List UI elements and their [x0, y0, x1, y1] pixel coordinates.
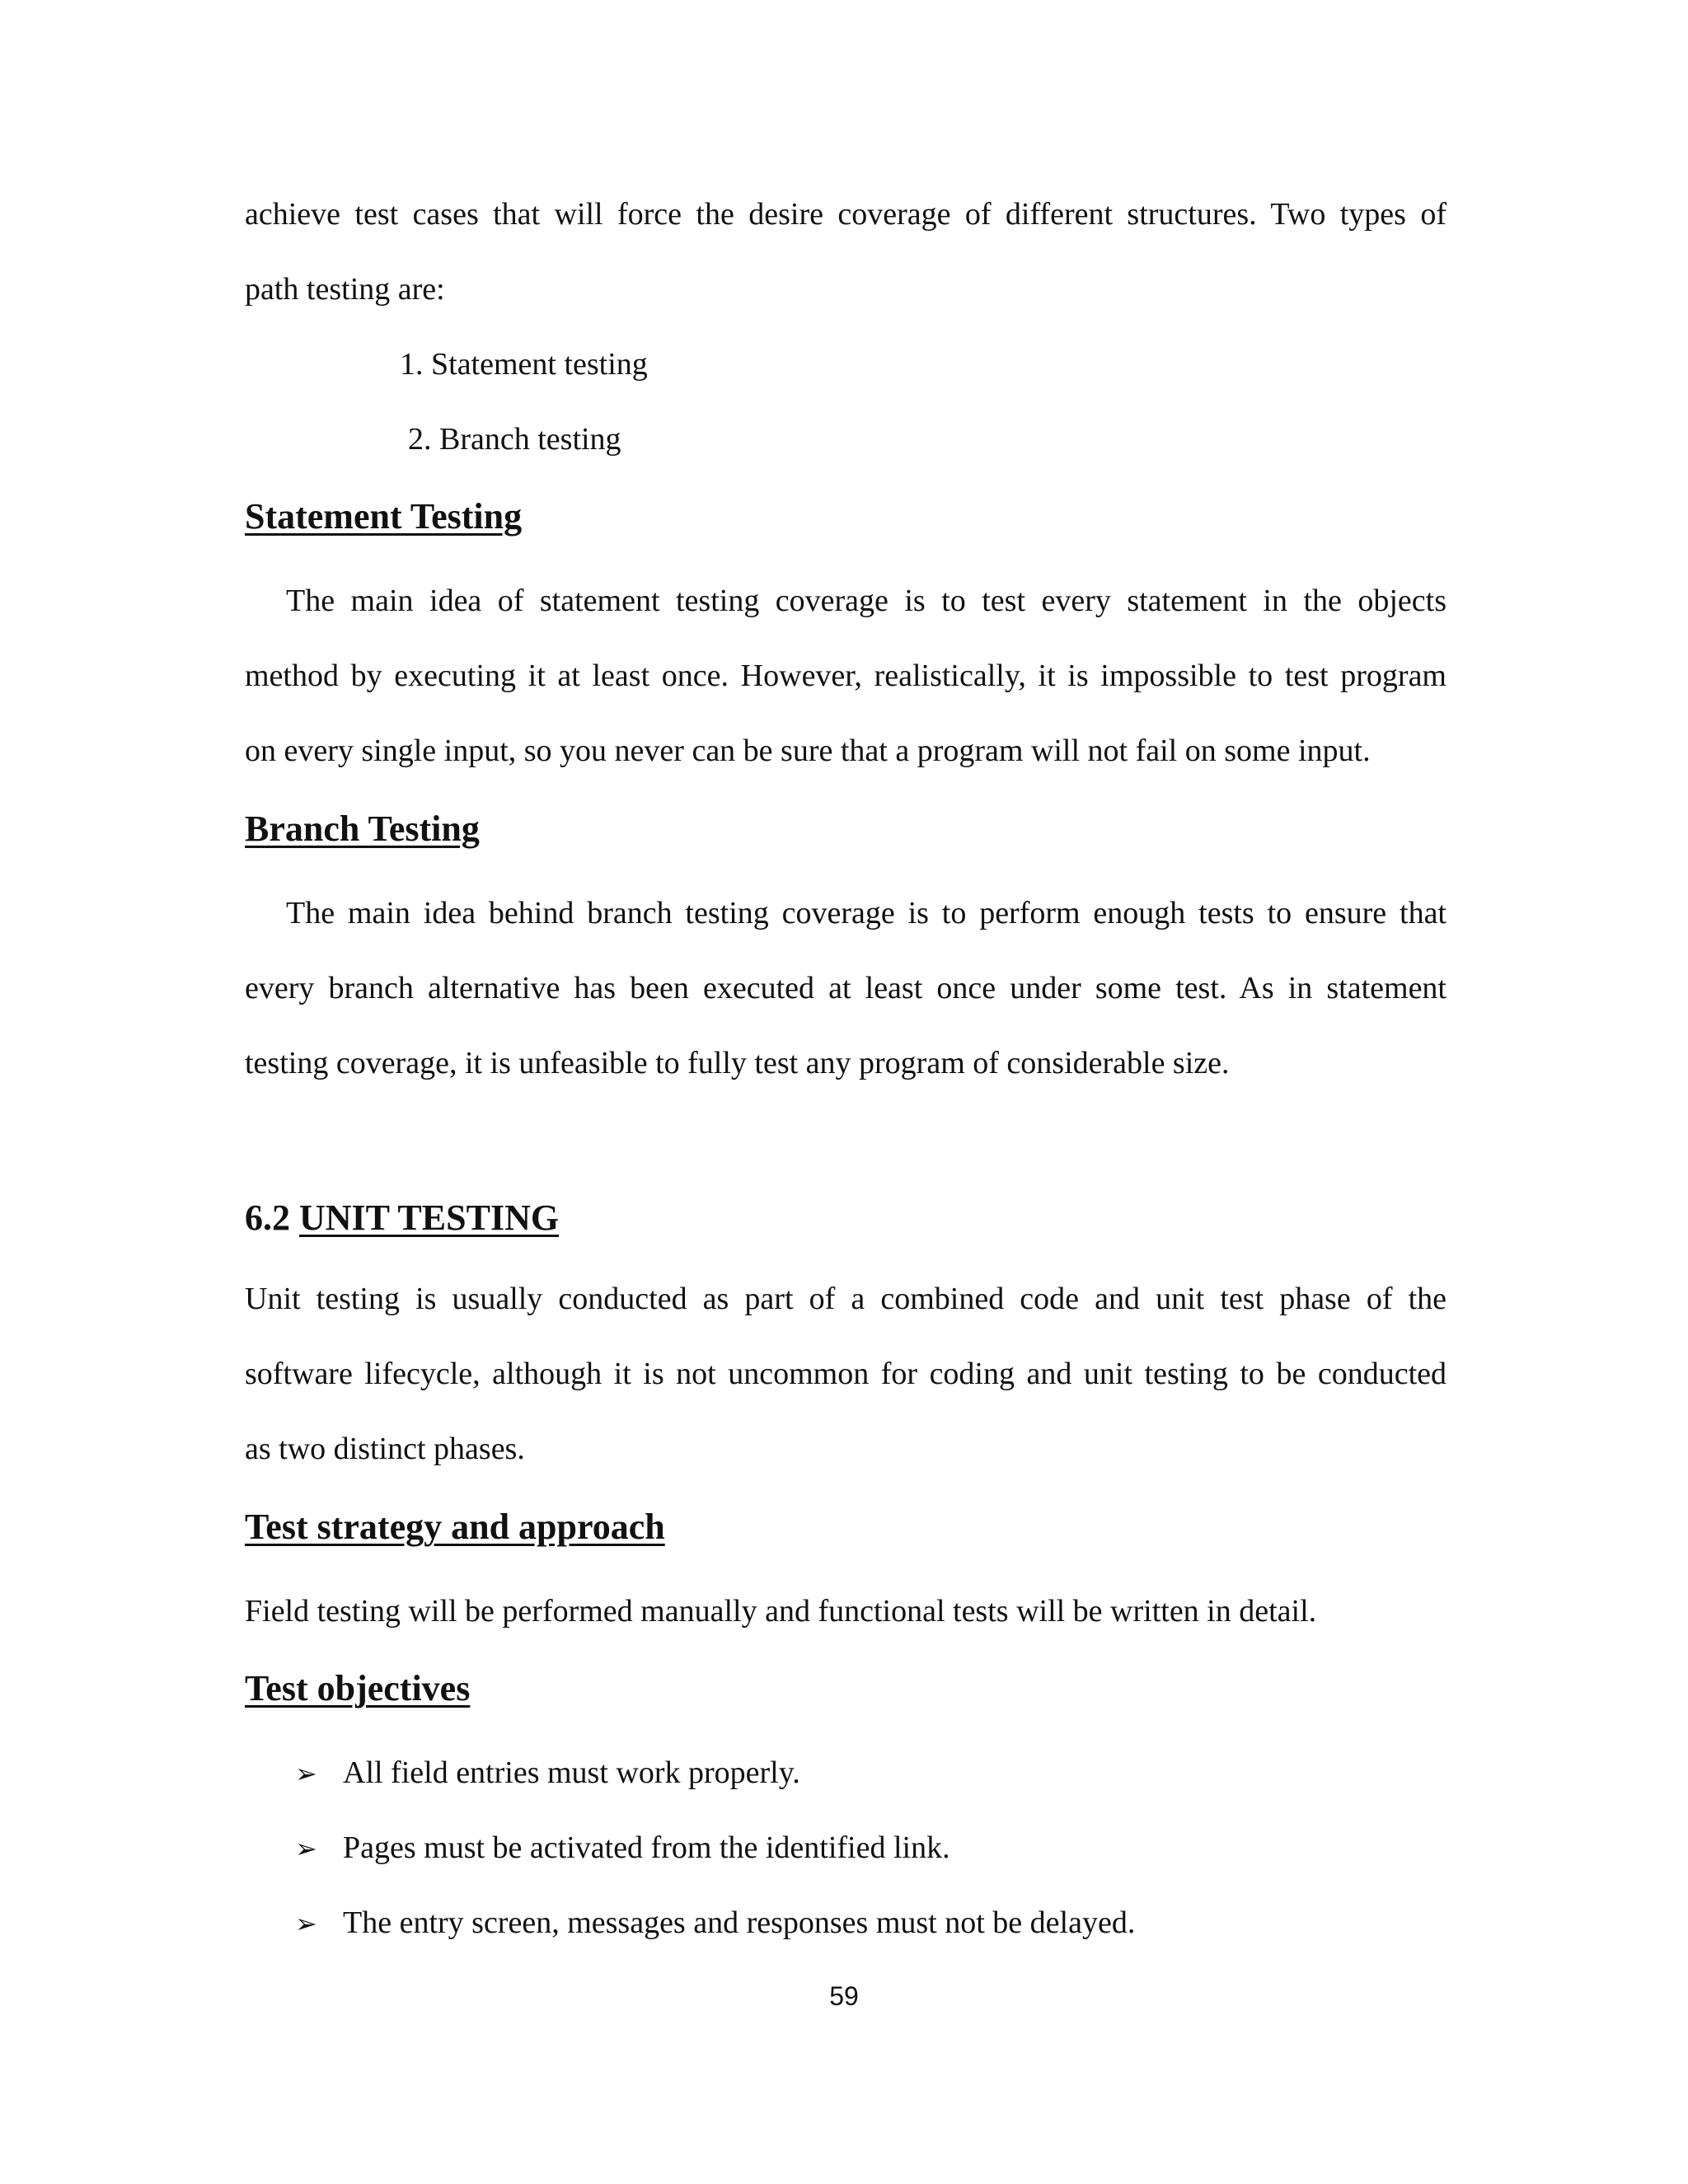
- paragraph-line: The main idea behind branch testing coverage is to perform enough tests to ensure that: [286, 896, 1447, 930]
- bullet-text: All field entries must work properly.: [343, 1755, 800, 1790]
- paragraph-line: method by executing it at least once. However, realistically, it is impossible to test program: [245, 658, 1447, 693]
- arrowhead-bullet-icon: ➢: [295, 1908, 317, 1939]
- arrowhead-bullet-icon: ➢: [295, 1833, 317, 1864]
- bullet-list-item: [295, 1904, 1135, 1943]
- page-number: 59: [829, 1981, 859, 2011]
- section-heading: [245, 1197, 559, 1240]
- section-heading: [245, 808, 480, 851]
- bullet-list-item: [295, 1829, 950, 1868]
- numbered-list-item: 1. Statement testing: [400, 347, 648, 382]
- bullet-list-item: [295, 1754, 800, 1793]
- numbered-list-item: 2. Branch testing: [408, 422, 621, 457]
- paragraph-line: as two distinct phases.: [245, 1432, 525, 1466]
- paragraph-line: path testing are:: [245, 272, 445, 307]
- paragraph-line: Field testing will be performed manually and functional tests will be written in detail.: [245, 1594, 1317, 1629]
- paragraph-line: The main idea of statement testing coverage is to test every statement in the objects: [286, 583, 1447, 618]
- section-heading: [245, 495, 522, 538]
- bullet-text: The entry screen, messages and responses must not be delayed.: [343, 1905, 1136, 1940]
- section-number: 6.2: [245, 1197, 290, 1238]
- section-heading: [245, 1506, 665, 1549]
- unit-testing-heading: UNIT TESTING: [299, 1197, 560, 1238]
- paragraph-line: achieve test cases that will force the desire coverage of different structures. Two types of: [245, 197, 1447, 232]
- paragraph-line: every branch alternative has been executed at least once under some test. As in statement: [245, 971, 1447, 1005]
- paragraph-line: Unit testing is usually conducted as part of a combined code and unit test phase of the: [245, 1282, 1447, 1316]
- bullet-text: Pages must be activated from the identified link.: [343, 1830, 950, 1865]
- test-strategy-heading: Test strategy and approach: [245, 1507, 665, 1547]
- paragraph-line: on every single input, so you never can be sure that a program will not fail on some input.: [245, 733, 1371, 768]
- statement-testing-heading: Statement Testing: [245, 496, 523, 537]
- paragraph-line: testing coverage, it is unfeasible to fully test any program of considerable size.: [245, 1046, 1230, 1080]
- section-heading: [245, 1667, 470, 1710]
- branch-testing-heading: Branch Testing: [245, 808, 480, 849]
- test-objectives-heading: Test objectives: [245, 1668, 471, 1708]
- arrowhead-bullet-icon: ➢: [295, 1758, 317, 1789]
- paragraph-line: software lifecycle, although it is not uncommon for coding and unit testing to be conducted: [245, 1357, 1447, 1391]
